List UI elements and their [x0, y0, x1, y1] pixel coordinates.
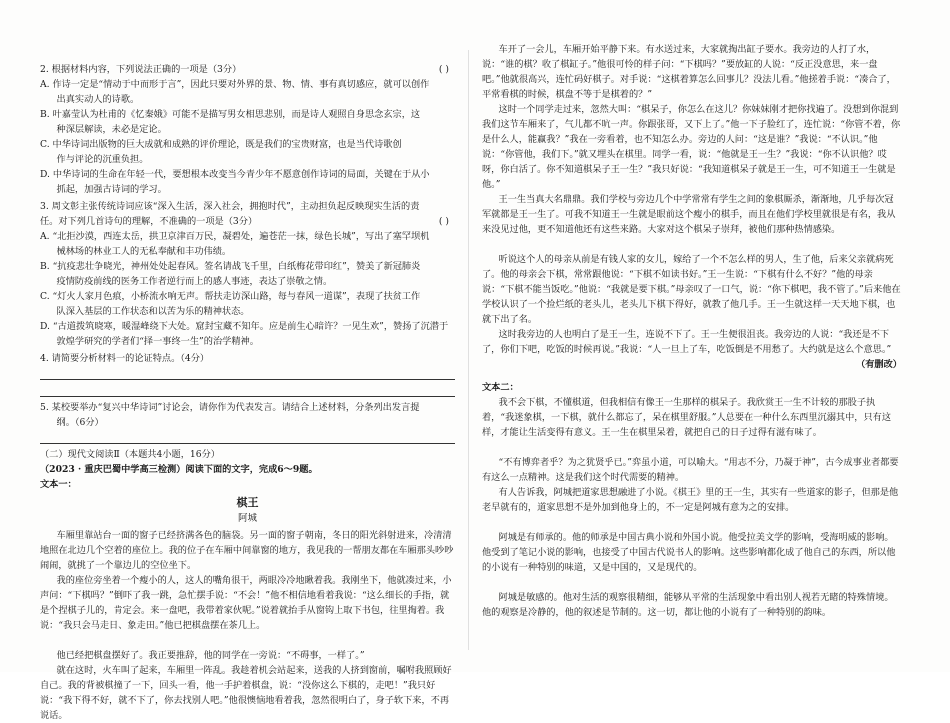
story-paragraph: 他已经把棋盘摆好了。我正要推辞，他的同学在一旁说：“不碍事，一样了。” [56, 650, 365, 661]
essay-paragraph: 阿城是有师承的。他的师承是中国古典小说和外国小说。他受拉美文学的影响，受海明威的影响。他受到了笔记小说的影响，也接受了中国古代说书人的影响。这些影响都化成了他自己的东西，所以他的小说有一种特别的味道，又是中国的，又是现代的。 [482, 532, 896, 573]
q2-option: A. 作诗一定是“情动于中而形于言”，因此只要对外界的景、物、情、事有真切感应，就可以创作 [40, 79, 430, 90]
q3-option-cont: 敦煌学研究的学者们“择一事终一生”的治学精神。 [56, 336, 259, 347]
question-4 [40, 351, 455, 397]
question-2 [40, 62, 455, 197]
q2-option: D. 中华诗词的生命在年轻一代，要想根本改变当今青少年不愿意创作诗词的局面，关键在于从小 [40, 169, 430, 180]
q2-option: B. 叶嘉莹认为杜甫的《忆秦娥》可能不是描写男女相思悲别，而是诗人观照自身思念玄宗，这 [40, 109, 421, 120]
q2-option-cont: 抓起，加强古诗词的学习。 [56, 184, 167, 195]
column-divider [468, 50, 469, 650]
story-paragraph: 就在这时，火车叫了起来，车厢里一阵乱。我趁着机会站起来，送我的人挤到窗前，嘱咐我照顾好自己。我的背被棋撞了一下，回头一看，他一手护着棋盘，说：“没你这么下棋的，走吧！”我只好说：“我下得不好，就不下了，你去找别人吧。”他很懊恼地看着我，忽然很明白了，身子软下来，不再说话。 [40, 665, 452, 721]
q5-answer-line[interactable] [40, 430, 455, 444]
story-paragraph: 车开了一会儿，车厢开始平静下来。有水送过来，大家就掏出缸子要水。我旁边的人打了水，说：“谁的棋？收了棋缸子。”他很可怜的样子问：“下棋吗？”要放缸的人说：“反正没意思，来一盘吧。”他就很高兴，连忙码好棋子。对手说：“这棋着算怎么回事儿？没法儿看。”他搓着手说：“凑合了，平常看棋的时候，棋盘不等于是棋着的？” [482, 44, 896, 100]
q2-option: C. 中华诗词出版物的巨大成就和成熟的评价理论，既是我们的宝贵财富，也是当代诗歌创 [40, 139, 402, 150]
left-column [40, 62, 455, 723]
story-paragraph: 王一生当真大名鼎鼎。我们学校与旁边几个中学常常有学生之间的象棋厮杀，渐渐地，几乎每次冠军就都是王一生了。可我不知道王一生就是眼前这个瘦小的棋手，而且在他们学校里就很是有名，我从来没见过他，更不知道他还有这些来路。大家对这个棋呆子崇拜，被他们那种热情感染。 [482, 194, 896, 235]
q4-stem: 4. 请简要分析材料一的论证特点。（4分） [40, 353, 210, 364]
q2-option-cont: 出真实动人的诗歌。 [56, 94, 140, 105]
text1-label: 文本一： [40, 479, 77, 490]
story-paragraph: 这时我旁边的人也明白了是王一生，连说不下了。王一生便很沮丧。我旁边的人说：“我还是不下了，你们下吧，吃饭的时候再说。”我说：“人一旦上了车，吃饭倒是不用愁了。大约就是这么个意思。” [482, 329, 892, 355]
source-note: （有删改） [856, 359, 902, 370]
story-author: 阿城 [237, 513, 257, 524]
q3-stem: 3. 周文彰主张传统诗词应该“深入生活，深入社会，拥抱时代”，主动担负起反映现实生活的责 [40, 201, 420, 212]
text2-label: 文本二： [482, 382, 519, 393]
q3-option: C. “灯火人家月色痕，小桥流水响无声。帮扶走访深山路，每与春风一道谋”，表现了扶贫工作 [40, 291, 421, 302]
q4-answer-line[interactable] [40, 366, 455, 380]
essay-paragraph: “不有博弈者乎？为之犹贤乎已。”弈虽小道，可以喻大。“用志不分，乃凝于神”，古今成事业者都要有这么一点精神。这是我们这个时代需要的精神。 [482, 457, 899, 483]
story-paragraph: 听说这个人的母亲从前是有钱人家的女儿，嫁给了一个不怎么样的男人，生了他，后来父亲就病死了。他的母亲会下棋，常常跟他说：“下棋不如读书好。”王一生说：“下棋有什么不好？”他的母亲说：“下棋不能当饭吃。”他说：“我就是要下棋。”母亲叹了一口气，说：“你下棋吧，我不管了。”后来他在学校认识了一个捡烂纸的老头儿，老头儿下棋下得好，就教了他几手。王一生就这样一天天地下棋，也就下出了名。 [482, 254, 901, 325]
story-paragraph: 我的座位旁坐着一个瘦小的人，这人的嘴角很干，两眼冷冷地瞅着我。我刚坐下，他就凑过来，小声问：“下棋吗？”倒吓了我一跳，急忙摆手说：“不会！”他不相信地看着我说：“这么细长的手指，就是个捏棋子儿的，肯定会。来一盘吧，我带着家伙呢。”说着就抬手从窗钩上取下书包，往里掏着。我说：“我只会马走日、象走田。”他已把棋盘摆在茶几上。 [40, 575, 452, 631]
q3-option: B. “抗疫悲壮争晓光，神州处处起春风。签名请战飞千里，白纸梅花带印红”，赞美了新冠肺炎 [40, 261, 421, 272]
q3-option: A. “北拒沙漠，西连太岳，拱卫京津百万民，凝碧处，遍苍茫一抹，绿色长城”，写出了塞罕坝机 [40, 231, 430, 242]
q3-option-cont: 疫情防疫前线的医务工作者逆行而上的感人事迹，表达了崇敬之情。 [56, 276, 333, 287]
story-paragraph: 这时一个同学走过来，忽然大叫：“棋呆子，你怎么在这儿？你妹妹刚才把你找遍了。没想到你混到我们这节车厢来了，气儿都不吭一声。你跟张哥，又下上了。”他一下子脸红了，连忙说：“你管不着，你是什么人，能赢我？”我在一旁看着，也不知怎么办。旁边的人问：“这是谁？”我说：“不认识。”他说：“你管他，我们下。”就又埋头在棋里。同学一看，说：“他就是王一生？”我说：“你不认识他？哎呀，你白活了。你不知道棋呆子王一生？”我只好说：“我知道棋呆子就是王一生，可不知道王一生就是他。” [482, 104, 901, 190]
q2-option-cont: 作与评论的沉重负担。 [56, 154, 149, 165]
essay-paragraph: 我不会下棋，不懂棋道，但我相信有像王一生那样的棋呆子。我欣赏王一生不计较的那股子执着，“我迷象棋，一下棋，就什么都忘了，呆在棋里舒服。”人总要在一种什么东西里沉溺其中，只有这样，才能让生活变得有意义。王一生在棋里呆着，就把自己的日子过得有滋有味了。 [482, 397, 892, 438]
q3-option-cont: 械林场的林业工人的无私奉献和丰功伟绩。 [56, 246, 232, 257]
q2-option-cont: 种深层解读，未必是定论。 [56, 124, 167, 135]
section-heading: （二）现代文阅读Ⅱ（本题共4小题，16分） [40, 449, 220, 460]
q3-option: D. “古道拨筑晓寒，暖湿峰绕下大处。窟封宝藏不知年。应是前生心暗许？一见生欢”，赞扬了沉潜于 [40, 321, 449, 332]
section-intro: （2023 · 重庆巴蜀中学高三检测）阅读下面的文字，完成6～9题。 [40, 464, 318, 475]
q5-stem-cont: 纲。（6分） [56, 417, 104, 428]
question-5 [40, 400, 455, 444]
story-title: 棋王 [236, 496, 259, 509]
essay-paragraph: 阿城是敏感的。他对生活的观察很精细，能够从平常的生活现象中看出别人视若无睹的特殊情境。他的观察是冷静的，他的叙述是节制的。这一切，都让他的小说有了一种特别的韵味。 [482, 592, 894, 618]
q5-stem: 5. 某校要举办“复兴中华诗词”讨论会，请你作为代表发言。请结合上述材料，分条列出发言提 [40, 402, 420, 413]
q3-stem-cont: 任。对下列几首诗句的理解，不准确的一项是（3分） [40, 216, 258, 227]
q2-answer-paren: ( ) [438, 64, 449, 75]
q4-answer-line[interactable] [40, 383, 455, 397]
question-3 [40, 199, 455, 349]
story-paragraph: 车厢里靠站台一面的窗子已经挤满各色的脑袋。另一面的窗子朝南，冬日的阳光斜射进来，冷清清地照在北边几个空着的座位上。我的位子在车厢中间靠窗的地方，我见我的一帮朋友都在车厢那头吵吵闹闹，就挑了一个靠边儿的空位坐下。 [40, 530, 454, 571]
right-column [482, 42, 902, 635]
q2-stem: 2. 根据材料内容，下列说法正确的一项是（3分） [40, 64, 242, 75]
q3-option-cont: 队深入基层的工作状态和以苦为乐的精神状态。 [56, 306, 250, 317]
q3-answer-paren: ( ) [438, 216, 449, 227]
essay-paragraph: 有人告诉我，阿城把道家思想融进了小说。《棋王》里的王一生，其实有一些道家的影子，但那是他老早就有的，道家思想不是外加到他身上的，不一定是阿城有意为之的安排。 [482, 487, 899, 513]
reading-section [40, 447, 455, 723]
